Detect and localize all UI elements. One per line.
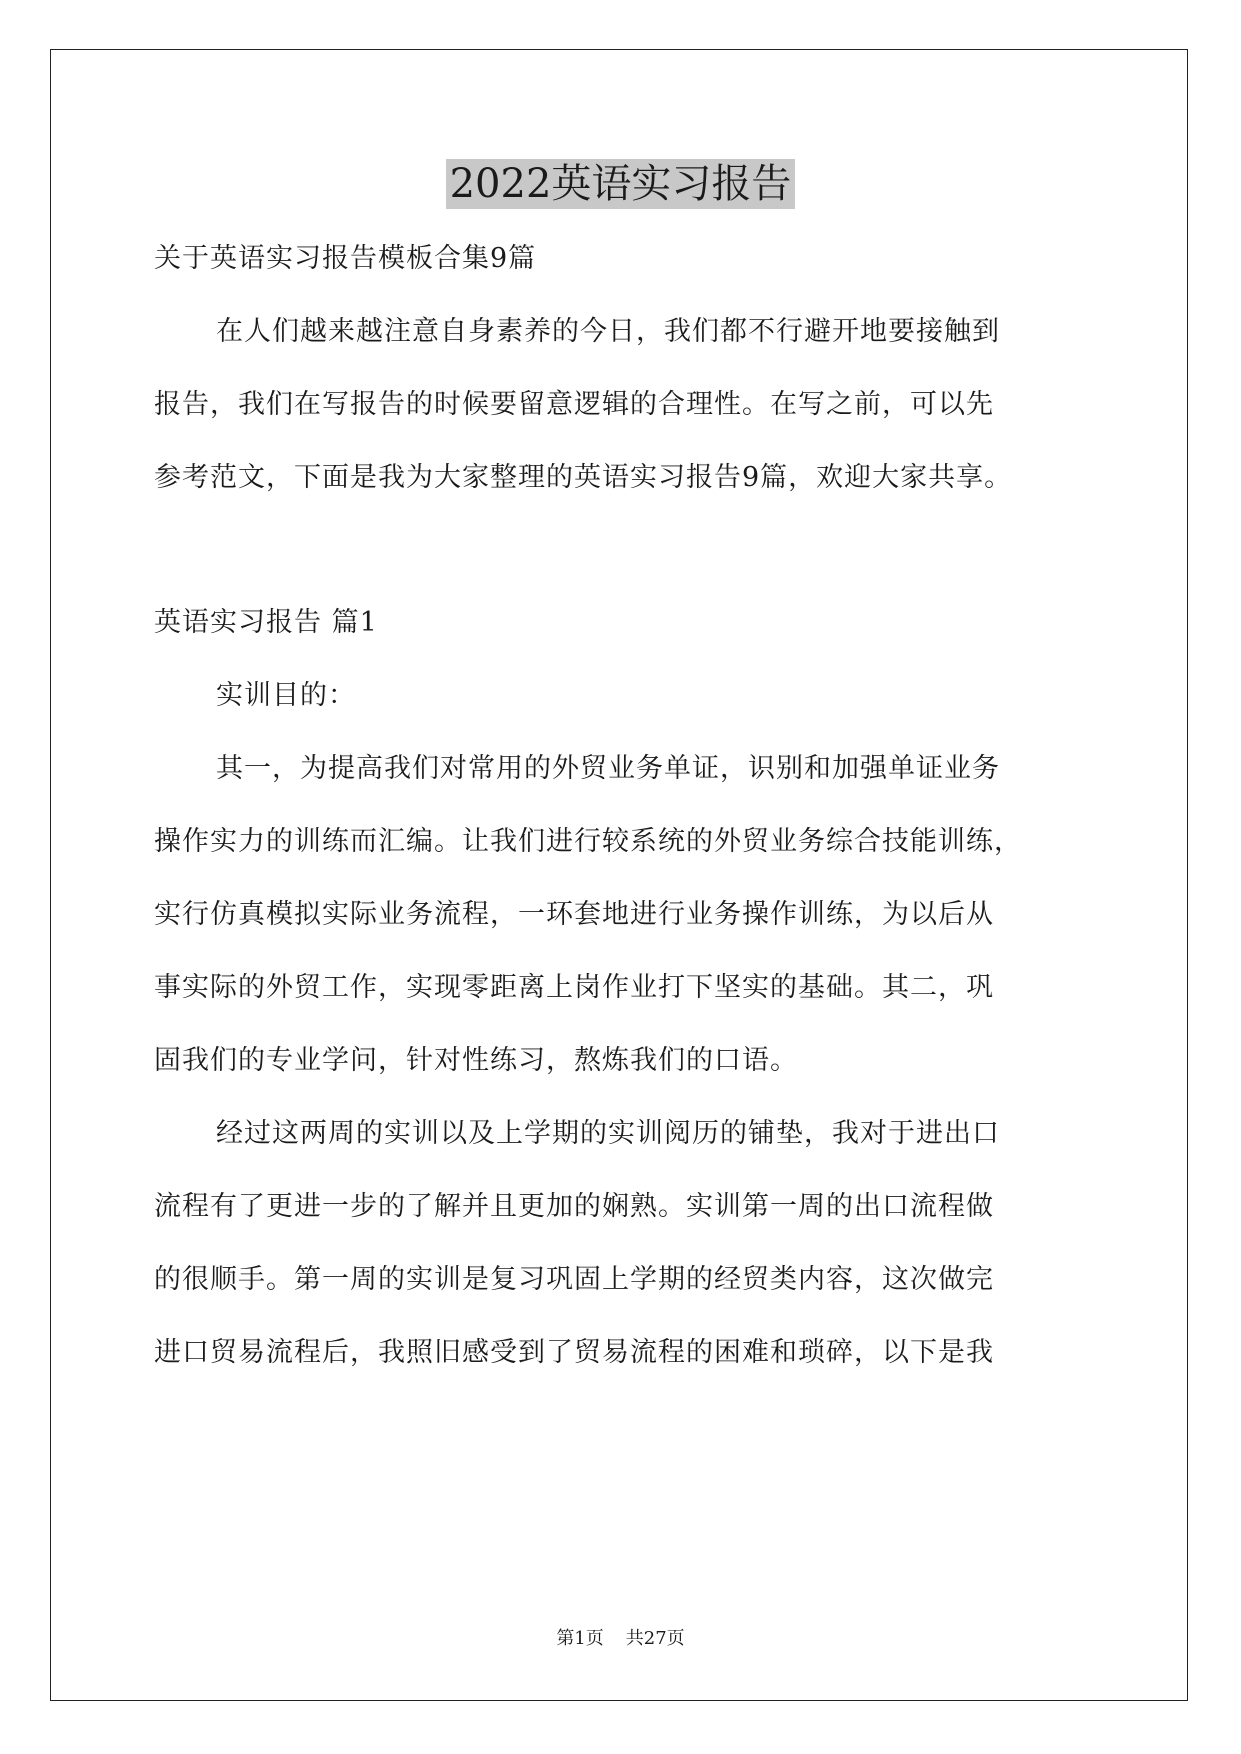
document-title — [0, 158, 1241, 210]
section-heading: 英语实习报告 篇1 — [154, 607, 378, 638]
paragraph1-line-5: 固我们的专业学问，针对性练习，熬炼我们的口语。 — [154, 1045, 798, 1076]
page-total: 共27页 — [625, 1628, 685, 1649]
paragraph2-line-2: 流程有了更进一步的了解并且更加的娴熟。实训第一周的出口流程做 — [154, 1191, 994, 1222]
paragraph2-line-4: 进口贸易流程后，我照旧感受到了贸易流程的困难和琐碎，以下是我 — [154, 1337, 994, 1368]
paragraph1-line-1: 其一，为提高我们对常用的外贸业务单证，识别和加强单证业务 — [216, 753, 1000, 784]
intro-line-2: 报告，我们在写报告的时候要留意逻辑的合理性。在写之前，可以先 — [154, 389, 994, 420]
paragraph1-line-2: 操作实力的训练而汇编。让我们进行较系统的外贸业务综合技能训练， — [154, 826, 1022, 857]
paragraph1-line-4: 事实际的外贸工作，实现零距离上岗作业打下坚实的基础。其二，巩 — [154, 972, 994, 1003]
page-footer — [0, 1627, 1241, 1651]
purpose-label: 实训目的： — [216, 680, 356, 711]
page-border — [50, 49, 1188, 1701]
intro-line-1: 在人们越来越注意自身素养的今日，我们都不行避开地要接触到 — [216, 316, 1000, 347]
page-number: 第1页 — [556, 1628, 604, 1649]
paragraph2-line-3: 的很顺手。第一周的实训是复习巩固上学期的经贸类内容，这次做完 — [154, 1264, 994, 1295]
intro-line-3: 参考范文，下面是我为大家整理的英语实习报告9篇，欢迎大家共享。 — [154, 462, 1013, 493]
document-title-text: 2022英语实习报告 — [446, 159, 796, 209]
document-subtitle: 关于英语实习报告模板合集9篇 — [154, 243, 537, 274]
paragraph2-line-1: 经过这两周的实训以及上学期的实训阅历的铺垫，我对于进出口 — [216, 1118, 1000, 1149]
paragraph1-line-3: 实行仿真模拟实际业务流程，一环套地进行业务操作训练，为以后从 — [154, 899, 994, 930]
